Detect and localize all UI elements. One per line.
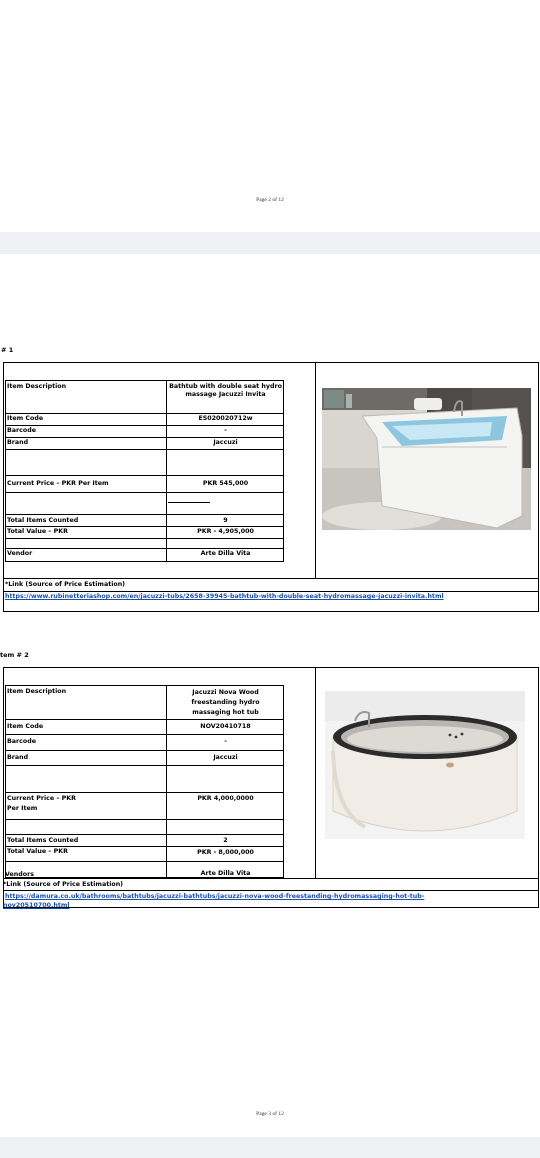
value-item-description: Bathtub with double seat hydro massage Jacuzzi Invita (169, 383, 282, 398)
label-vendor: Vendor (7, 550, 33, 557)
page-gap (0, 1137, 540, 1158)
label-total-items-counted: Total Items Counted (7, 837, 79, 844)
value-brand: Jaccuzi (213, 754, 238, 761)
value-total-value: PKR - 8,000,000 (197, 849, 254, 856)
value-total-items-counted: 2 (223, 837, 228, 844)
label-total-value: Total Value – PKR (7, 848, 68, 855)
label-barcode: Barcode (7, 427, 36, 434)
value-vendor: Arte Dilla Vita (200, 870, 251, 877)
label-item-code: Item Code (7, 415, 44, 422)
value-total-items-counted: 9 (223, 517, 228, 524)
value-barcode: - (224, 738, 227, 745)
label-total-value: Total Value – PKR (7, 528, 68, 535)
label-barcode: Barcode (7, 738, 36, 745)
label-total-items-counted: Total Items Counted (7, 517, 79, 524)
link-label: *Link (Source of Price Estimation) (5, 581, 126, 588)
value-current-price: PKR 4,000,0000 (197, 795, 254, 802)
source-link[interactable]: https://www.rubinetteriashop.com/en/jacuzzi-tubs/2658-39945-bathtub-with-double-seat-hydromassage-jacuzzi-invita.html (5, 593, 444, 600)
page-footer: Page 2 of 12 (256, 197, 284, 203)
source-link[interactable]: https://damura.co.uk/bathrooms/bathtubs/jacuzzi-bathtubs/jacuzzi-nova-wood-freestanding-hydromassaging-hot-tub- (5, 893, 425, 900)
item-heading: # 1 (1, 346, 14, 354)
bathtub-photo (322, 388, 531, 530)
label-item-code: Item Code (7, 723, 44, 730)
value-total-value: PKR - 4,905,000 (197, 528, 254, 535)
page-footer: Page 3 of 12 (256, 1111, 284, 1117)
hot-tub-illustration (325, 691, 525, 839)
source-link-continued[interactable]: nov20510700.html (3, 902, 70, 909)
page-2 (0, 0, 540, 232)
value-barcode: - (224, 427, 227, 434)
label-item-description: Item Description (7, 688, 67, 695)
label-current-price: Current Price – PKR (7, 795, 77, 802)
label-per-item: Per Item (7, 805, 38, 812)
label-brand: Brand (7, 754, 29, 761)
value-item-description: Jacuzzi Nova Wood freestanding hydro massaging hot tub (191, 689, 260, 716)
label-brand: Brand (7, 439, 29, 446)
label-current-price: Current Price – PKR Per Item (7, 480, 109, 487)
value-current-price: PKR 545,000 (202, 480, 249, 487)
round-hot-tub-photo (325, 691, 525, 839)
link-label: *Link (Source of Price Estimation) (3, 881, 124, 888)
value-brand: Jaccuzi (213, 439, 238, 446)
item-heading: tem # 2 (0, 651, 29, 659)
value-item-code: ES020020712w (198, 415, 253, 422)
value-vendor: Arte Dilla Vita (200, 550, 251, 557)
value-item-code: NOV20410718 (200, 723, 251, 730)
bathtub-illustration (322, 388, 531, 530)
label-item-description: Item Description (7, 383, 67, 390)
label-vendors: Vendors (5, 871, 34, 878)
page-gap (0, 232, 540, 254)
